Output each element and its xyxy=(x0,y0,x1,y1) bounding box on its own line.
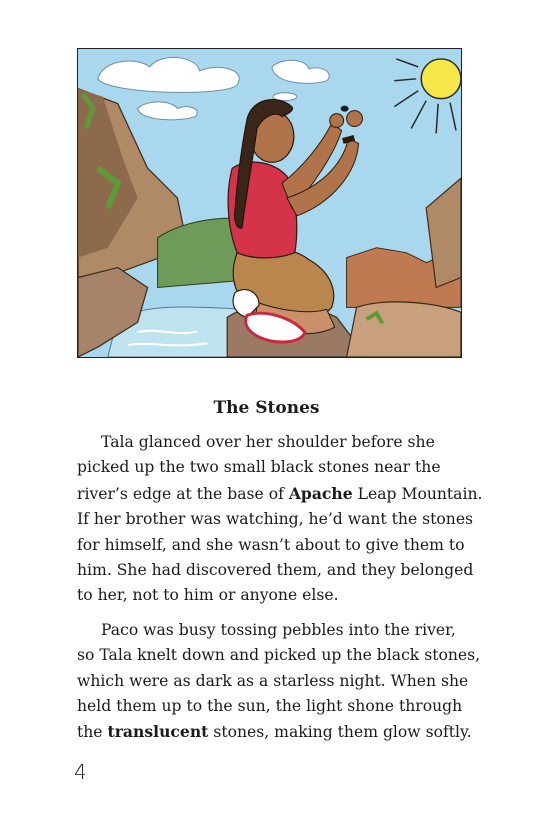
story-paragraph xyxy=(77,430,483,609)
text-line: which were as dark as a starless night. When she xyxy=(77,671,469,690)
text-line: river’s edge at the base of Apache Leap Mountain. xyxy=(77,483,483,503)
text-line: Tala glanced over her shoulder before she xyxy=(101,433,435,451)
illustration-girl-holding-stones xyxy=(78,49,461,357)
story-paragraph xyxy=(77,618,481,746)
text-line: for himself, and she wasn’t about to give them to xyxy=(77,535,465,554)
vocabulary-word: translucent xyxy=(107,722,209,742)
text-line: If her brother was watching, he’d want the stones xyxy=(77,510,474,529)
vocabulary-word: Apache xyxy=(288,483,353,503)
text-line: him. She had discovered them, and they belonged xyxy=(77,561,474,580)
text-line: held them up to the sun, the light shone through xyxy=(77,697,463,716)
text-line: the translucent stones, making them glow softly. xyxy=(77,722,472,742)
chapter-title: The Stones xyxy=(213,398,320,418)
page-number: 4 xyxy=(74,760,87,784)
text-line: to her, not to him or anyone else. xyxy=(77,586,339,605)
text-line: Paco was busy tossing pebbles into the river, xyxy=(101,620,456,639)
text-line: so Tala knelt down and picked up the black stones, xyxy=(77,646,481,665)
story-illustration xyxy=(77,48,462,358)
text-line: picked up the two small black stones near the xyxy=(77,458,441,477)
story-text xyxy=(77,430,483,746)
